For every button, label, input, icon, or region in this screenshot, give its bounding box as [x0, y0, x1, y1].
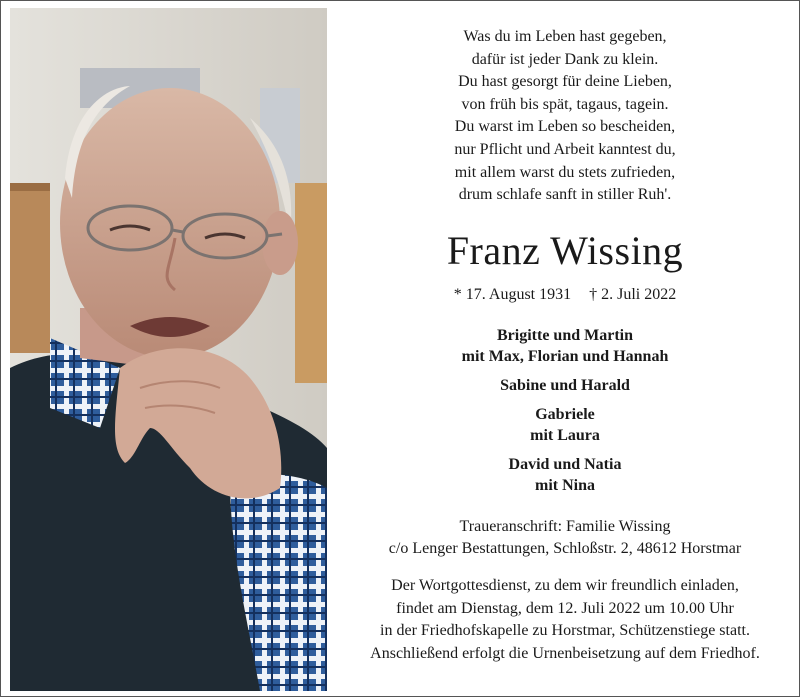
notice-text-column: [331, 1, 799, 696]
mourning-address: [331, 516, 799, 560]
portrait-image: [10, 8, 327, 691]
address-line: Traueranschrift: Familie Wissing: [459, 518, 671, 535]
family-group: [331, 325, 799, 367]
death-date: † 2. Juli 2022: [589, 286, 677, 303]
mourning-family-list: [331, 325, 799, 504]
poem-line: Was du im Leben hast gegeben,: [463, 28, 667, 45]
portrait-photo: [10, 8, 327, 691]
poem-line: von früh bis spät, tagaus, tagein.: [461, 95, 669, 113]
deceased-name: Franz Wissing: [446, 228, 684, 273]
family-line: mit Nina: [535, 477, 595, 494]
memorial-poem: [331, 26, 799, 207]
service-line: in der Friedhofskapelle zu Horstmar, Schützenstiege statt.: [380, 622, 750, 639]
poem-line: Du hast gesorgt für deine Lieben,: [458, 73, 672, 91]
service-line: findet am Dienstag, dem 12. Juli 2022 um 10.00 Uhr: [396, 599, 734, 617]
family-line: Gabriele: [535, 406, 595, 423]
family-line: Brigitte und Martin: [497, 327, 633, 344]
family-group: [331, 375, 799, 396]
poem-line: dafür ist jeder Dank zu klein.: [471, 50, 659, 68]
poem-line: drum schlafe sanft in stiller Ruh'.: [458, 186, 672, 204]
poem-line: mit allem warst du stets zufrieden,: [454, 163, 676, 181]
poem-line: nur Pflicht und Arbeit kanntest du,: [454, 140, 676, 158]
funeral-service-info: [331, 575, 799, 665]
poem-line: Du warst im Leben so bescheiden,: [454, 118, 676, 136]
address-line: c/o Lenger Bestattungen, Schloßstr. 2, 48612 Horstmar: [388, 540, 742, 557]
family-group: [331, 404, 799, 446]
family-line: mit Laura: [530, 427, 600, 444]
family-line: Sabine und Harald: [500, 377, 630, 394]
family-group: [331, 454, 799, 496]
family-line: mit Max, Florian und Hannah: [461, 348, 669, 365]
service-line: Anschließend erfolgt die Urnenbeisetzung auf dem Friedhof.: [370, 644, 760, 662]
birth-date: * 17. August 1931: [453, 286, 572, 303]
service-line: Der Wortgottesdienst, zu dem wir freundlich einladen,: [391, 577, 739, 594]
family-line: David und Natia: [508, 456, 622, 473]
life-dates: [331, 285, 799, 305]
